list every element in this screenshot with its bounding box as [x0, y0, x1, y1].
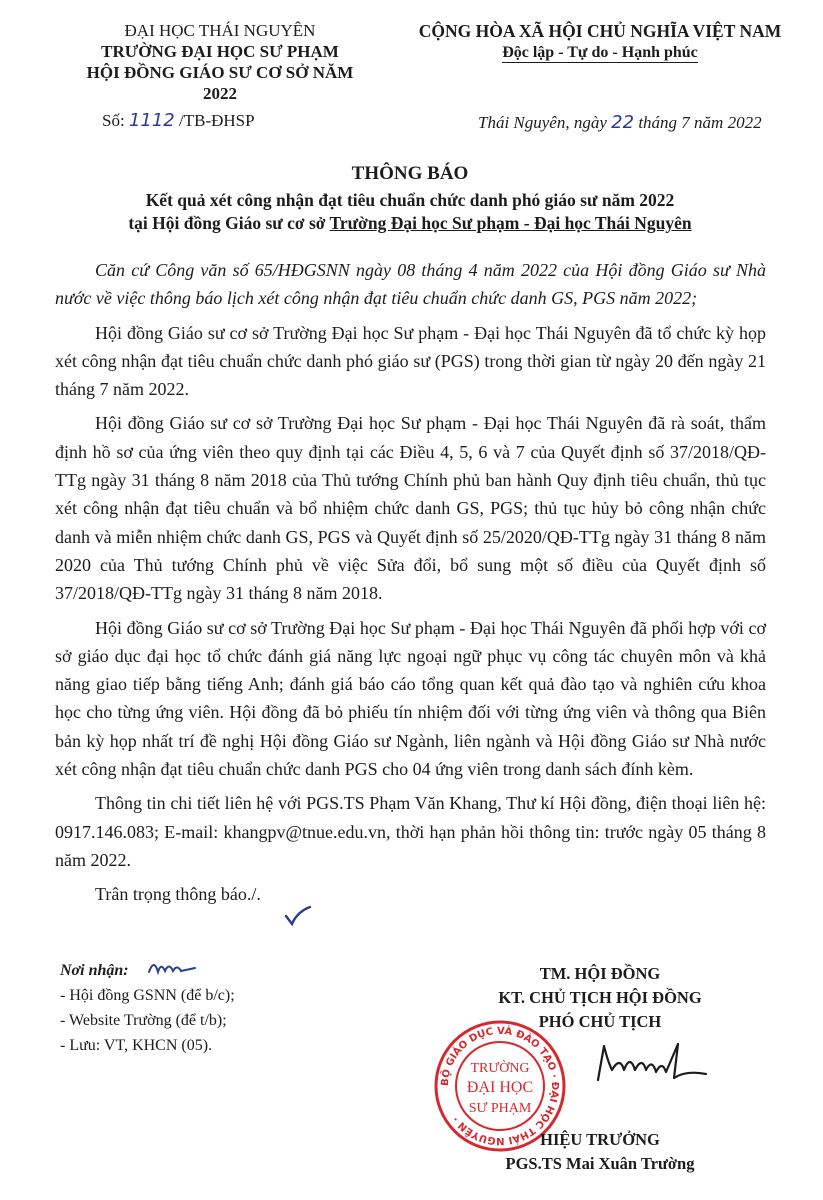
body-paragraph-1: Căn cứ Công văn số 65/HĐGSNN ngày 08 tháng 4 năm 2022 của Hội đồng Giáo sư Nhà nước về việc thông báo lịch xét công nhận đạt tiêu chuẩn chức danh GS, PGS năm 2022;	[55, 260, 766, 309]
body-paragraph-3: Hội đồng Giáo sư cơ sở Trường Đại học Sư phạm - Đại học Thái Nguyên đã rà soát, thẩm định hồ sơ của ứng viên theo quy định tại các Điều 4, 5, 6 và 7 của Quyết định số 37/2018/QĐ-TTg ngày 31 tháng 8 năm 2018 của Thủ tướng Chính phủ ban hành Quy định tiêu chuẩn, thủ tục xét công nhận đạt tiêu chuẩn và bổ nhiệm chức danh GS, PGS; thủ tục hủy bỏ công nhận chức danh và miễn nhiệm chức danh GS, PGS và Quyết định số 25/2020/QĐ-TTg ngày 31 tháng 8 năm 2020 của Thủ tướng Chính phủ về việc Sửa đổi, bổ sung một số điều của Quyết định số 37/2018/QĐ-TTg ngày 31 tháng 8 năm 2018.	[55, 413, 766, 604]
issuer-university: ĐẠI HỌC THÁI NGUYÊN	[124, 21, 316, 40]
subtitle-2-underlined: Trường Đại học Sư phạm - Đại học Thái Nguyên	[329, 213, 692, 233]
recipients-title: Nơi nhận:	[60, 962, 129, 979]
signer-name: PGS.TS Mai Xuân Trường	[505, 1154, 695, 1173]
body-paragraph-2: Hội đồng Giáo sư cơ sở Trường Đại học Sư phạm - Đại học Thái Nguyên đã tổ chức kỳ họp xét công nhận đạt tiêu chuẩn chức danh phó giáo sư (PGS) trong thời gian từ ngày 20 đến ngày 21 tháng 7 năm 2022.	[55, 322, 766, 400]
national-header	[394, 20, 806, 64]
recipients-block	[60, 958, 380, 1058]
national-motto: Độc lập - Tự do - Hạnh phúc	[502, 44, 698, 61]
recipient-item: - Lưu: VT, KHCN (05).	[60, 1037, 213, 1054]
handwritten-initial-icon	[146, 956, 198, 978]
handwritten-signature-icon	[590, 1040, 710, 1090]
sign-line-1: TM. HỘI ĐỒNG	[539, 964, 661, 983]
document-number-handwritten: 1112	[128, 110, 175, 131]
date-prefix: Thái Nguyên, ngày	[478, 113, 612, 132]
document-subtitle-2	[60, 212, 760, 235]
body-paragraph-4: Hội đồng Giáo sư cơ sở Trường Đại học Sư phạm - Đại học Thái Nguyên đã phối hợp với cơ sở giáo dục đại học tổ chức đánh giá năng lực ngoại ngữ phục vụ công tác chuyên môn và khả năng giao tiếp bằng tiếng Anh; đánh giá báo cáo tổng quan kết quả đào tạo và nghiên cứu khoa học cho từng ứng viên. Hội đồng đã bỏ phiếu tín nhiệm đối với từng ứng viên và thông qua Biên bản kỳ họp nhất trí đề nghị Hội đồng Giáo sư Ngành, liên ngành và Hội đồng Giáo sư Nhà nước xét công nhận đạt tiêu chuẩn chức danh PGS cho 04 ứng viên trong danh sách đính kèm.	[55, 617, 766, 780]
document-date	[478, 112, 762, 133]
document-title: THÔNG BÁO	[351, 163, 469, 184]
document-title-block	[60, 162, 760, 235]
document-number-suffix: /TB-ĐHSP	[174, 111, 255, 130]
stamp-center-1: TRƯỜNG	[470, 1061, 530, 1076]
body-paragraph-5: Thông tin chi tiết liên hệ với PGS.TS Phạm Văn Khang, Thư kí Hội đồng, điện thoại liên hệ: 0917.146.083; E-mail: khangpv@tnue.edu.vn, thời hạn phản hồi thông tin: trước ngày 05 tháng 8 năm 2022.	[55, 793, 766, 870]
document-body	[55, 256, 766, 915]
date-suffix: tháng 7 năm 2022	[634, 113, 762, 132]
sign-line-3: PHÓ CHỦ TỊCH	[538, 1012, 662, 1031]
date-day-handwritten: 22	[611, 112, 635, 133]
issuer-school: TRƯỜNG ĐẠI HỌC SƯ PHẠM	[101, 42, 339, 61]
signer-role: HIỆU TRƯỞNG	[540, 1130, 660, 1149]
recipient-item: - Website Trường (để t/b);	[60, 1012, 227, 1029]
document-number-prefix: Số:	[102, 111, 129, 130]
stamp-center-2: ĐẠI HỌC	[466, 1079, 534, 1096]
document-number	[102, 110, 255, 131]
stamp-ring-text: BỘ GIÁO DỤC VÀ ĐÀO TẠO · ĐẠI HỌC THÁI NGUYÊN ·	[439, 1025, 561, 1147]
national-title: CỘNG HÒA XÃ HỘI CHỦ NGHĨA VIỆT NAM	[418, 21, 782, 41]
recipient-item: - Hội đồng GSNN (để b/c);	[60, 987, 235, 1004]
stamp-center-3: SƯ PHẠM	[468, 1101, 532, 1116]
issuer-header	[70, 20, 370, 104]
document-subtitle-1: Kết quả xét công nhận đạt tiêu chuẩn chức danh phó giáo sư năm 2022	[145, 190, 675, 210]
sign-line-2: KT. CHỦ TỊCH HỘI ĐỒNG	[498, 988, 702, 1007]
signer-block	[430, 1128, 770, 1176]
handwritten-check-icon	[283, 904, 313, 928]
body-paragraph-closing: Trân trọng thông báo./.	[95, 884, 261, 905]
issuer-council: HỘI ĐỒNG GIÁO SƯ CƠ SỞ NĂM 2022	[86, 63, 354, 103]
subtitle-2-prefix: tại Hội đồng Giáo sư cơ sở	[128, 213, 330, 233]
